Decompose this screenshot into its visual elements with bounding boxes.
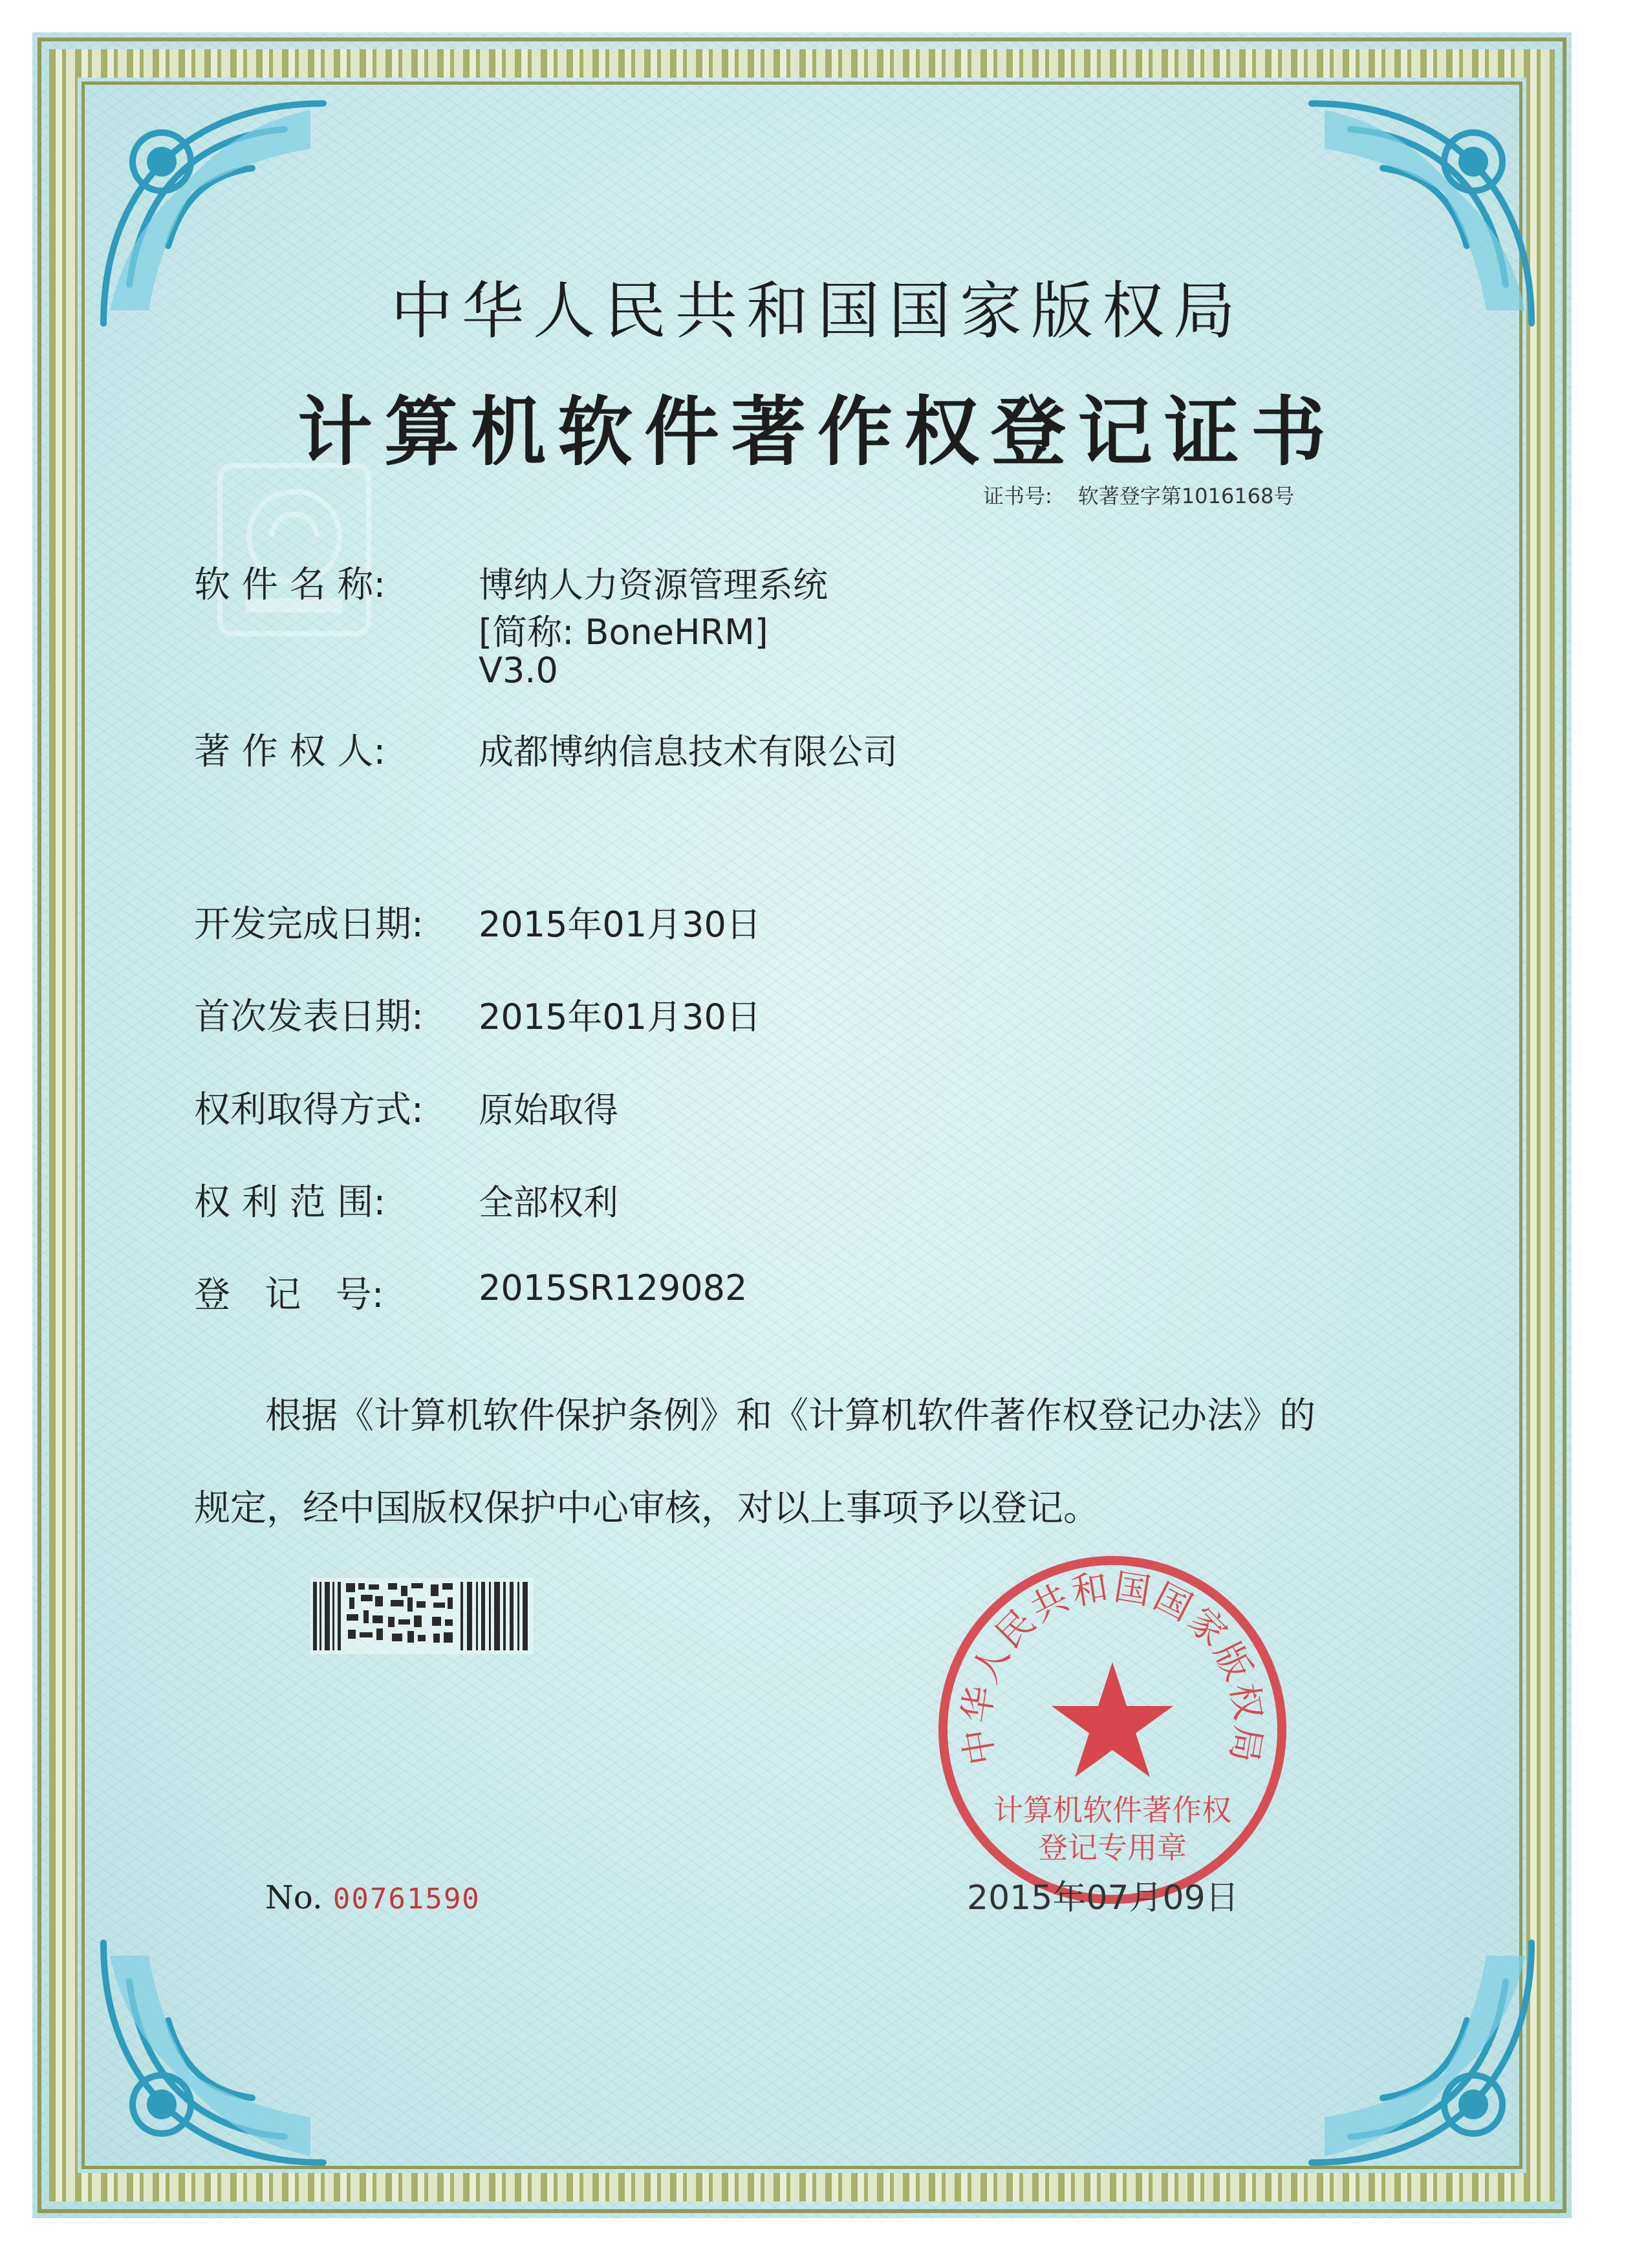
owner-label: 著 作 权 人:	[194, 731, 386, 773]
serial-number	[265, 1879, 481, 1916]
seal-inner-line-1: 计算机软件著作权	[993, 1793, 1231, 1828]
serial-no-value: 00761590	[332, 1883, 481, 1916]
software-short-name: [简称: BoneHRM]	[479, 612, 768, 653]
scope-label: 权 利 范 围:	[194, 1182, 386, 1224]
barcode	[310, 1578, 534, 1654]
official-seal	[931, 1549, 1294, 1911]
dev-date-value: 2015年01月30日	[479, 904, 761, 945]
corner-ornament-bottom-left	[91, 1930, 336, 2176]
cert-no-label: 证书号:	[983, 484, 1052, 508]
body-text-line-2: 规定，经中国版权保护中心审核，对以上事项予以登记。	[194, 1487, 1099, 1529]
publish-date-label: 首次发表日期:	[194, 996, 424, 1038]
registration-label: 登 记 号:	[194, 1274, 384, 1316]
cert-no-value: 软著登字第1016168号	[1077, 484, 1295, 508]
acquire-label: 权利取得方式:	[194, 1089, 424, 1131]
serial-no-label: No.	[265, 1879, 323, 1916]
acquire-value: 原始取得	[479, 1090, 618, 1130]
software-name-label: 软 件 名 称:	[194, 564, 386, 606]
issuer-title: 中华人民共和国国家版权局	[391, 275, 1244, 347]
publish-date-value: 2015年01月30日	[479, 997, 761, 1037]
registration-number: 2015SR129082	[479, 1268, 748, 1308]
scope-value: 全部权利	[479, 1182, 618, 1223]
software-version: V3.0	[479, 650, 558, 691]
watermark-logo	[207, 453, 382, 653]
seal-ring-text: 中华人民共和国国家版权局	[955, 1566, 1270, 1768]
dev-date-label: 开发完成日期:	[194, 903, 424, 945]
corner-ornament-bottom-right	[1299, 1930, 1544, 2176]
software-name: 博纳人力资源管理系统	[479, 565, 828, 605]
issue-date: 2015年07月09日	[967, 1879, 1239, 1917]
seal-inner-line-2: 登记专用章	[1038, 1830, 1187, 1865]
owner-value: 成都博纳信息技术有限公司	[479, 731, 898, 772]
body-text-line-1: 根据《计算机软件保护条例》和《计算机软件著作权登记办法》的	[265, 1395, 1316, 1437]
certificate-number	[983, 480, 1320, 510]
certificate-title: 计算机软件著作权登记证书	[298, 389, 1337, 476]
